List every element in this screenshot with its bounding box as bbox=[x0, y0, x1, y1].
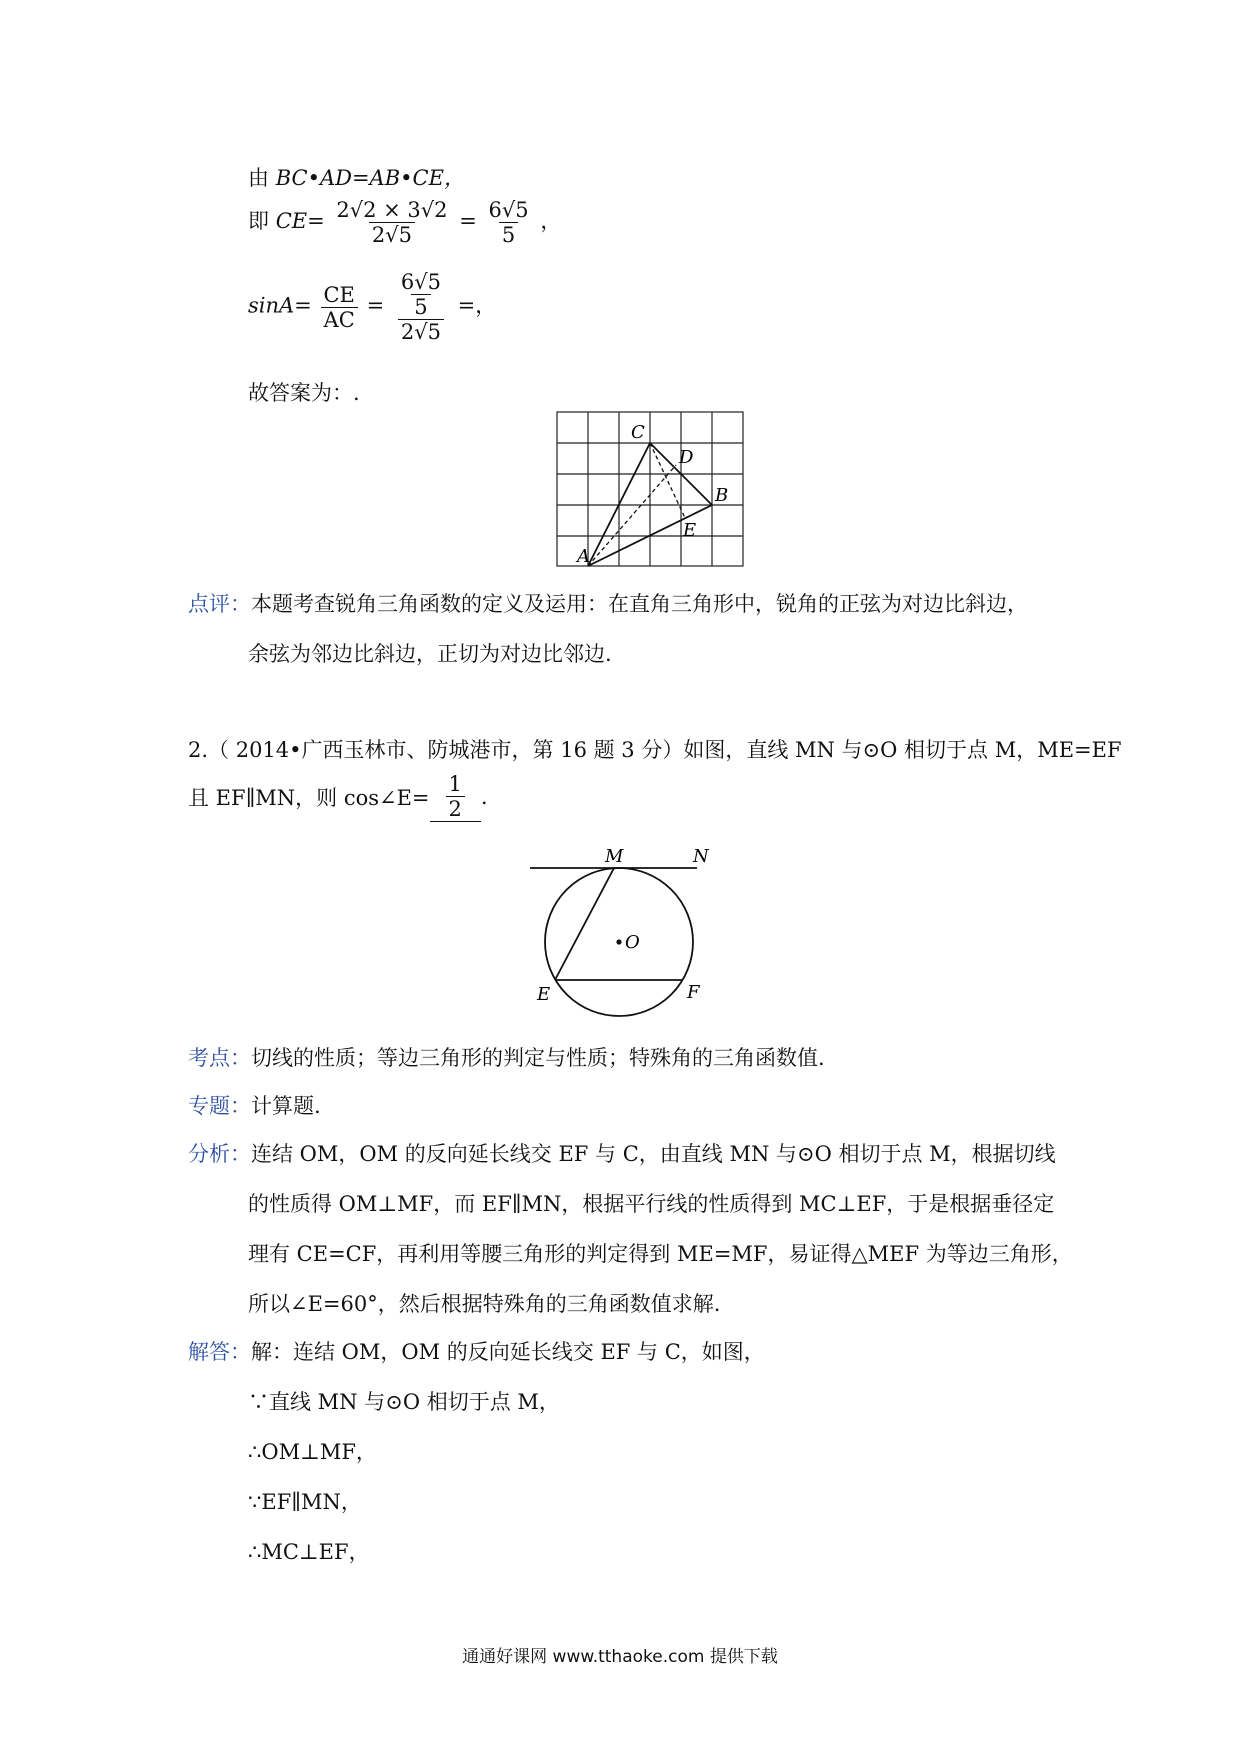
grid-triangle-figure bbox=[555, 410, 755, 570]
fenxi-row-4: 所以∠E=60°，然后根据特殊角的三角函数值求解. bbox=[248, 1292, 721, 1316]
denominator: 5 bbox=[411, 294, 430, 319]
answer-blank bbox=[430, 772, 481, 822]
denominator: 2 bbox=[446, 796, 465, 821]
label-a: A bbox=[577, 546, 590, 567]
label-e: E bbox=[683, 520, 697, 541]
question-2-line-1: 2.（ 2014•广西玉林市、防城港市，第 16 题 3 分）如图，直线 MN 与⊙O 相切于点 M，ME=EF bbox=[188, 738, 1122, 762]
jieda-row-2: ∵直线 MN 与⊙O 相切于点 M， bbox=[248, 1390, 560, 1414]
chord-me bbox=[555, 868, 614, 980]
jieda-row-4: ∵EF∥MN， bbox=[248, 1490, 362, 1514]
comment-text: 本题考查锐角三角函数的定义及运用：在直角三角形中，锐角的正弦为对边比斜边， bbox=[251, 592, 1028, 616]
label-f: F bbox=[687, 982, 700, 1003]
text: 即 bbox=[248, 209, 269, 233]
label-b: B bbox=[715, 485, 729, 506]
fraction bbox=[486, 198, 532, 247]
zhuanti-label: 专题： bbox=[188, 1094, 251, 1118]
question-2-line-2 bbox=[188, 772, 488, 822]
jieda-row-5: ∴MC⊥EF， bbox=[248, 1540, 370, 1564]
text: 由 bbox=[248, 166, 269, 190]
solution-line-2 bbox=[248, 198, 561, 247]
footer-source: 通通好课网 www.tthaoke.com 提供下载 bbox=[462, 1647, 778, 1667]
kaodian-label: 考点： bbox=[188, 1046, 251, 1070]
numerator: 6√5 bbox=[400, 270, 441, 294]
solution-line-3 bbox=[248, 270, 496, 344]
kaodian-row bbox=[188, 1042, 825, 1072]
fenxi-row-3: 理有 CE=CF，再利用等腰三角形的判定得到 ME=MF，易证得△MEF 为等边三角形， bbox=[248, 1242, 1073, 1266]
numerator: 2√2 × 3√2 bbox=[336, 198, 448, 222]
zhuanti-row bbox=[188, 1090, 321, 1120]
fenxi-row-2: 的性质得 OM⊥MF，而 EF∥MN，根据平行线的性质得到 MC⊥EF，于是根据垂径定 bbox=[248, 1192, 1055, 1216]
fenxi-row-1 bbox=[188, 1138, 1056, 1168]
denominator: 2√5 bbox=[369, 222, 415, 247]
math-expression: sinA= bbox=[248, 293, 312, 318]
denominator: AC bbox=[321, 307, 358, 332]
fenxi-label: 分析： bbox=[188, 1142, 251, 1166]
numerator bbox=[393, 270, 449, 319]
denominator: 5 bbox=[499, 222, 518, 247]
label-m: M bbox=[605, 846, 624, 867]
center-dot bbox=[616, 939, 621, 944]
solution-line-4: 故答案为：. bbox=[248, 381, 360, 405]
kaodian-text: 切线的性质；等边三角形的判定与性质；特殊角的三角函数值. bbox=[251, 1046, 825, 1070]
equals: = bbox=[366, 293, 385, 318]
math-expression: BC•AD=AB•CE， bbox=[275, 166, 465, 190]
jieda-row-3: ∴OM⊥MF， bbox=[248, 1440, 377, 1464]
solution-line-1 bbox=[248, 162, 465, 192]
fenxi-text: 连结 OM，OM 的反向延长线交 EF 与 C，由直线 MN 与⊙O 相切于点 M，根据切线 bbox=[251, 1142, 1056, 1166]
punct: =， bbox=[457, 293, 497, 318]
comment-label: 点评： bbox=[188, 592, 251, 616]
complex-fraction bbox=[393, 270, 449, 344]
jieda-text: 解：连结 OM，OM 的反向延长线交 EF 与 C，如图， bbox=[251, 1340, 765, 1364]
circle-tangent-figure bbox=[525, 838, 725, 1018]
jieda-label: 解答： bbox=[188, 1340, 251, 1364]
question-text: 且 EF∥MN，则 cos∠E= bbox=[188, 786, 430, 810]
math-expression: CE= bbox=[275, 209, 325, 233]
label-c: C bbox=[631, 422, 645, 443]
numerator: CE bbox=[323, 282, 355, 307]
label-o: O bbox=[625, 932, 640, 953]
label-n: N bbox=[693, 846, 709, 867]
comment-line-1 bbox=[188, 588, 1028, 618]
inner-fraction bbox=[398, 270, 444, 319]
denominator: 2√5 bbox=[398, 319, 444, 344]
label-d: D bbox=[679, 447, 694, 468]
zhuanti-text: 计算题. bbox=[251, 1094, 321, 1118]
fraction bbox=[320, 283, 357, 332]
jieda-row-1 bbox=[188, 1336, 765, 1366]
numerator: 1 bbox=[448, 772, 462, 796]
comment-line-2: 余弦为邻边比斜边，正切为对边比邻边. bbox=[248, 642, 612, 666]
fraction bbox=[333, 198, 450, 247]
punct: ， bbox=[540, 209, 562, 233]
label-e: E bbox=[537, 984, 551, 1005]
equals: = bbox=[459, 209, 477, 233]
numerator: 6√5 bbox=[488, 198, 529, 222]
punct: . bbox=[480, 785, 488, 809]
answer-fraction bbox=[446, 772, 465, 821]
